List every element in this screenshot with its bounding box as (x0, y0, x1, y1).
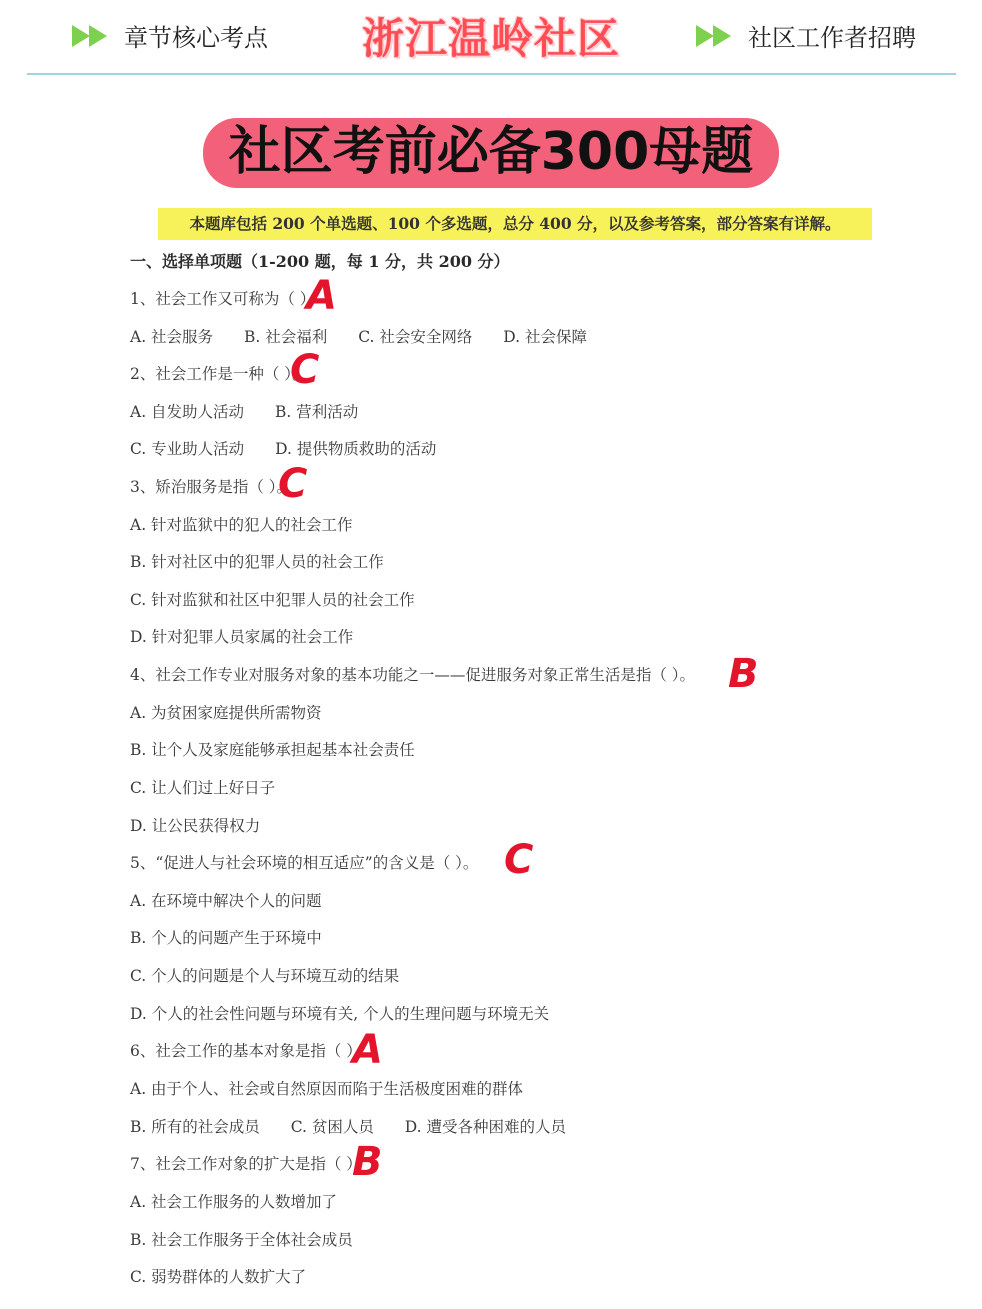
double-arrow-icon (696, 25, 734, 47)
option: A. 社会服务 (130, 328, 214, 346)
option: C. 专业助人活动 (130, 440, 245, 458)
option: D. 针对犯罪人员家属的社会工作 (130, 628, 354, 646)
option: B. 营利活动 (275, 403, 359, 421)
option: C. 让人们过上好日子 (130, 779, 276, 797)
nav-recruitment-label: 社区工作者招聘 (748, 24, 916, 52)
option: A. 社会工作服务的人数增加了 (130, 1193, 338, 1211)
option: B. 社会工作服务于全体社会成员 (130, 1231, 353, 1249)
section-heading: 一、选择单项题（1-200 题，每 1 分，共 200 分） (130, 252, 510, 271)
question-stem: 6、社会工作的基本对象是指（ ）。 (130, 1042, 370, 1060)
question-stem: 2、社会工作是一种（ ）。 (130, 365, 308, 383)
page-header (0, 0, 982, 74)
option: A. 自发助人活动 (130, 403, 245, 421)
option: D. 个人的社会性问题与环境有关, 个人的生理问题与环境无关 (130, 1005, 550, 1023)
option: A. 针对监狱中的犯人的社会工作 (130, 516, 353, 534)
option: B. 针对社区中的犯罪人员的社会工作 (130, 553, 384, 571)
option: D. 社会保障 (503, 328, 588, 346)
question-stem: 1、社会工作又可称为（ ）。 (130, 290, 324, 308)
handwritten-answer: C (290, 347, 320, 393)
question-stem: 7、社会工作对象的扩大是指（ ）。 (130, 1155, 370, 1173)
options-row (130, 1116, 592, 1138)
options-row (130, 326, 613, 348)
question-stem: 4、社会工作专业对服务对象的基本功能之一——促进服务对象正常生活是指（ ）。 (130, 666, 696, 684)
options-row (130, 438, 462, 460)
options-row (130, 401, 384, 423)
summary-banner: 本题库包括 200 个单选题、100 个多选题，总分 400 分，以及参考答案，部分答案有详解。 (158, 208, 872, 240)
option: A. 为贫困家庭提供所需物资 (130, 704, 322, 722)
handwritten-answer: C (278, 461, 308, 507)
option: B. 个人的问题产生于环境中 (130, 929, 322, 947)
option: D. 让公民获得权力 (130, 817, 261, 835)
handwritten-answer: B (728, 651, 759, 697)
option: D. 遭受各种困难的人员 (404, 1118, 567, 1136)
header-divider (27, 73, 956, 75)
option: B. 让个人及家庭能够承担起基本社会责任 (130, 741, 415, 759)
question-stem: 5、“促进人与社会环境的相互适应”的含义是（ ）。 (130, 854, 479, 872)
option: C. 社会安全网络 (358, 328, 473, 346)
option: B. 社会福利 (244, 328, 328, 346)
brand-title: 浙江温岭社区 (361, 14, 620, 63)
question-stem: 3、矫治服务是指（ ）。 (130, 478, 293, 496)
nav-core-topics[interactable] (72, 18, 268, 53)
option: C. 个人的问题是个人与环境互动的结果 (130, 967, 400, 985)
option: C. 针对监狱和社区中犯罪人员的社会工作 (130, 591, 415, 609)
nav-recruitment[interactable] (696, 18, 916, 53)
handwritten-answer: B (352, 1139, 383, 1185)
option: B. 所有的社会成员 (130, 1118, 260, 1136)
double-arrow-icon (72, 25, 110, 47)
handwritten-answer: A (352, 1027, 383, 1073)
handwritten-answer: A (306, 273, 337, 319)
option: D. 提供物质救助的活动 (275, 440, 437, 458)
nav-core-topics-label: 章节核心考点 (124, 24, 268, 52)
page-title: 社区考前必备300母题 (203, 118, 780, 188)
option: A. 在环境中解决个人的问题 (130, 892, 322, 910)
option: C. 弱势群体的人数扩大了 (130, 1268, 307, 1286)
handwritten-answer: C (504, 837, 534, 883)
option: C. 贫困人员 (290, 1118, 374, 1136)
option: A. 由于个人、社会或自然原因而陷于生活极度困难的群体 (130, 1080, 524, 1098)
